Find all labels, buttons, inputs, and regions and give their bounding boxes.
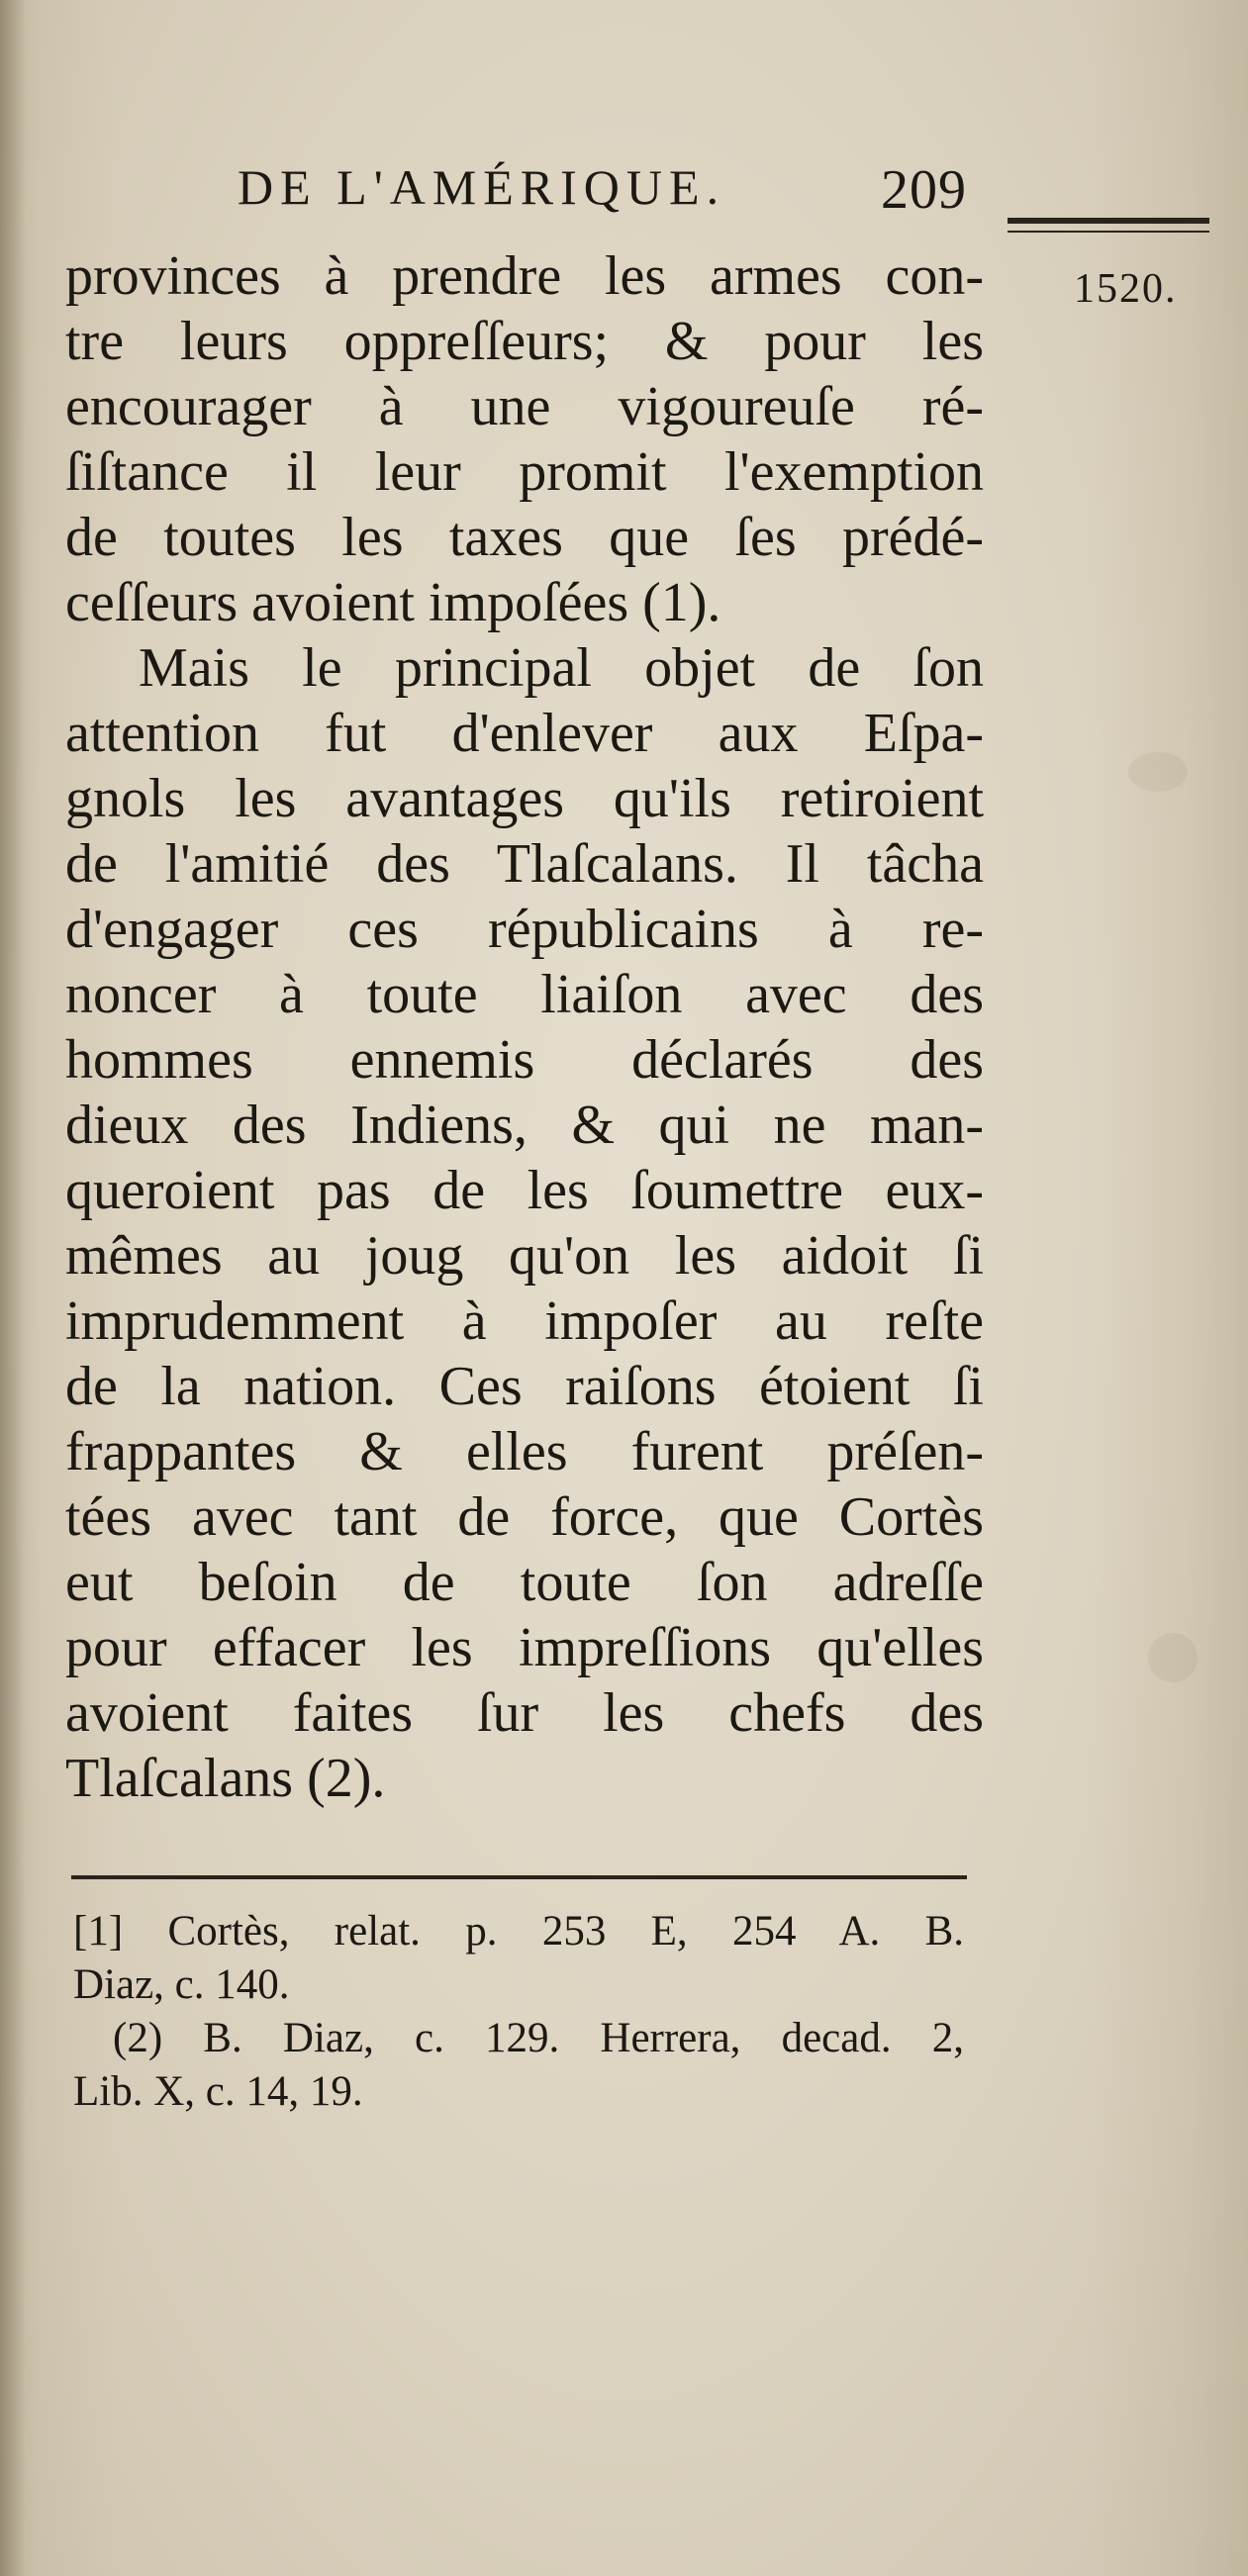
margin-year-note: 1520. bbox=[1074, 266, 1178, 312]
margin-rule-thin bbox=[1008, 231, 1209, 233]
running-title: DE L'AMÉRIQUE. bbox=[238, 159, 726, 215]
page-number: 209 bbox=[881, 159, 967, 221]
footnote-divider bbox=[71, 1875, 967, 1879]
body-line: de l'amitié des Tlaſcalans. Il tâcha bbox=[65, 833, 984, 895]
body-line: Tlaſcalans (2). bbox=[65, 1748, 386, 1809]
body-line: mêmes au joug qu'on les aidoit ſi bbox=[65, 1225, 984, 1287]
paper-stain bbox=[1128, 752, 1188, 792]
body-line: pour effacer les impreſſions qu'elles bbox=[65, 1617, 984, 1678]
footnote-line: Diaz, c. 140. bbox=[73, 1961, 290, 2008]
body-line: dieux des Indiens, & qui ne man- bbox=[65, 1095, 984, 1156]
paper-stain bbox=[1148, 1633, 1198, 1682]
body-line: noncer à toute liaiſon avec des bbox=[65, 964, 984, 1025]
body-line: tre leurs oppreſſeurs; & pour les bbox=[65, 311, 984, 372]
margin-double-rule bbox=[1008, 218, 1209, 236]
footnote-line: (2) B. Diaz, c. 129. Herrera, decad. 2, bbox=[113, 2015, 964, 2061]
body-line: de la nation. Ces raiſons étoient ſi bbox=[65, 1356, 984, 1417]
body-line: provinces à prendre les armes con- bbox=[65, 245, 984, 307]
margin-rule-thick bbox=[1008, 218, 1209, 224]
body-line: ceſſeurs avoient impoſées (1). bbox=[65, 572, 721, 633]
body-line: eut beſoin de toute ſon adreſſe bbox=[65, 1552, 984, 1613]
body-line: d'engager ces républicains à re- bbox=[65, 899, 984, 960]
body-line: de toutes les taxes que ſes prédé- bbox=[65, 507, 984, 568]
body-line: avoient faites ſur les chefs des bbox=[65, 1682, 984, 1744]
body-line: gnols les avantages qu'ils retiroient bbox=[65, 768, 984, 829]
body-line: tées avec tant de force, que Cortès bbox=[65, 1486, 984, 1548]
body-line: hommes ennemis déclarés des bbox=[65, 1029, 984, 1091]
body-line: frappantes & elles furent préſen- bbox=[65, 1421, 984, 1482]
body-line: encourager à une vigoureuſe ré- bbox=[65, 376, 984, 437]
running-header bbox=[238, 158, 1029, 238]
body-line: imprudemment à impoſer au reſte bbox=[65, 1290, 984, 1352]
footnotes bbox=[73, 1905, 964, 2119]
body-line: attention fut d'enlever aux Eſpa- bbox=[65, 703, 984, 764]
footnote-line: Lib. X, c. 14, 19. bbox=[73, 2068, 363, 2115]
body-line: queroient pas de les ſoumettre eux- bbox=[65, 1160, 984, 1221]
body-line: ſiſtance il leur promit l'exemption bbox=[65, 441, 984, 503]
footnote-line: [1] Cortès, relat. p. 253 E, 254 A. B. bbox=[73, 1908, 964, 1955]
body-text bbox=[65, 243, 984, 1811]
body-line: Mais le principal objet de ſon bbox=[139, 637, 984, 699]
page-edge-shadow bbox=[0, 0, 26, 2576]
